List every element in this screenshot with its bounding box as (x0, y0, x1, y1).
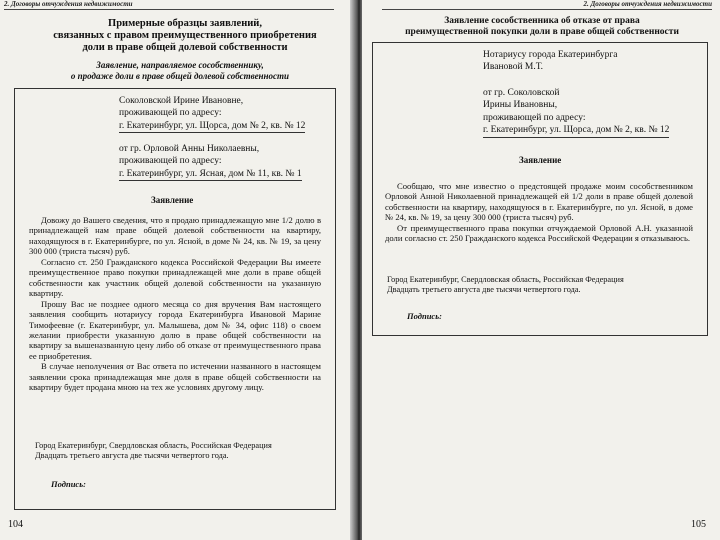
document-body (29, 215, 321, 393)
left-page (0, 0, 356, 540)
addressee-block (119, 95, 305, 133)
page-heading (40, 18, 330, 54)
sender-line: Ирины Ивановны, (483, 100, 558, 111)
addressee-line: Соколовской Ирине Ивановне, (119, 96, 244, 106)
sender-line: проживающей по адресу: (483, 112, 586, 123)
addressee-line: Нотариусу города Екатеринбурга (483, 50, 618, 60)
page-heading (378, 16, 706, 38)
heading-line: преимущественной покупки доли в праве общей собственности (405, 27, 679, 37)
sender-line: г. Екатеринбург, ул. Ясная, дом № 11, кв. № 1 (119, 168, 302, 181)
place-date (35, 441, 331, 461)
sender-block (483, 87, 669, 138)
document-frame (372, 42, 708, 336)
closing-line: Город Екатеринбург, Свердловская область, Российская Федерация (387, 275, 624, 284)
body-paragraph: Довожу до Вашего сведения, что я продаю принадлежащую мне 1/2 долю в принадлежащей нам праве общей долевой собственности на квартиру, находящуюся в г. Екатеринбурге, по ул. Ясной, в доме № 24, кв. № 19, за цену 300 000 (триста тысяч) руб. (29, 215, 321, 257)
closing-line: Двадцать третьего августа две тысячи четвертого года. (35, 451, 229, 461)
body-paragraph: В случае неполучения от Вас ответа по истечении названного в настоящем заявлении срока принадлежащая мне доля в праве общей собственности на квартиру будет продана мною на тех же условиях другому лицу. (29, 361, 321, 393)
place-date (387, 275, 703, 295)
right-page (362, 0, 720, 540)
addressee-line: проживающей по адресу: (119, 108, 222, 119)
document-title: Заявление (151, 195, 194, 205)
addressee-line: Ивановой М.Т. (483, 62, 543, 73)
sender-line: от гр. Соколовской (483, 88, 560, 98)
body-paragraph: Прошу Вас не позднее одного месяца со дня вручения Вам настоящего заявления сообщить нотариусу города Екатеринбурга Ивановой Марине Тимофеевне (г. Екатеринбург, ул. Малышева, дом № 34, офис 118) о своем желании приобрести указанную долю в праве общей собственности на квартиру за вышеназванную цену либо об отказе от преимущественного права ее приобретения. (29, 298, 321, 361)
sender-line: от гр. Орловой Анны Николаевны, (119, 144, 260, 154)
heading-line: Заявление сособственника об отказе от права (444, 16, 640, 26)
document-body (385, 181, 693, 244)
body-paragraph: Согласно ст. 250 Гражданского кодекса Российской Федерации Вы имеете преимущественное право покупки принадлежащей мне доли в праве общей собственности как участник общей долевой собственности на указанную квартиру. (29, 256, 321, 299)
document-frame (14, 88, 336, 510)
running-head: 2. Договоры отчуждения недвижимости (4, 0, 334, 10)
closing-line: Город Екатеринбург, Свердловская область, Российская Федерация (35, 441, 272, 450)
page-number: 105 (691, 519, 706, 530)
body-paragraph: От преимущественного права покупки отчуждаемой Орловой А.Н. указанной доли согласно ст. 250 Гражданского кодекса Российской Федерации я отказываюсь. (385, 222, 693, 244)
addressee-block (483, 49, 617, 74)
document-title: Заявление (519, 155, 562, 165)
closing-line: Двадцать третьего августа две тысячи четвертого года. (387, 285, 581, 295)
running-head: 2. Договоры отчуждения недвижимости (382, 0, 712, 10)
body-paragraph: Сообщаю, что мне известно о предстоящей продаже моим сособственником Орловой Анной Николаевной принадлежащей ей 1/2 доли в праве общей долевой собственности на квартиру, находящуюся в г. Екатеринбурге, по ул. Ясной, в доме № 24, кв. № 19, за цену 300 000 (триста тысяч) руб. (385, 181, 693, 223)
addressee-line: г. Екатеринбург, ул. Щорса, дом № 2, кв. № 12 (119, 120, 305, 133)
subheading-line: Заявление, направляемое сособственнику, (96, 60, 264, 70)
subheading-line: о продаже доли в праве общей долевой собственности (70, 71, 290, 81)
sender-line: проживающей по адресу: (119, 156, 222, 167)
sender-line: г. Екатеринбург, ул. Щорса, дом № 2, кв. № 12 (483, 124, 669, 137)
section-subheading (30, 60, 330, 82)
page-number: 104 (8, 519, 23, 530)
signature-label: Подпись: (51, 479, 86, 489)
heading-line: доли в праве общей долевой собственности (82, 42, 288, 53)
heading-line: связанных с правом преимущественного приобретения (53, 30, 317, 41)
heading-line: Примерные образцы заявлений, (108, 18, 262, 29)
sender-block (119, 143, 302, 181)
signature-label: Подпись: (407, 311, 442, 321)
